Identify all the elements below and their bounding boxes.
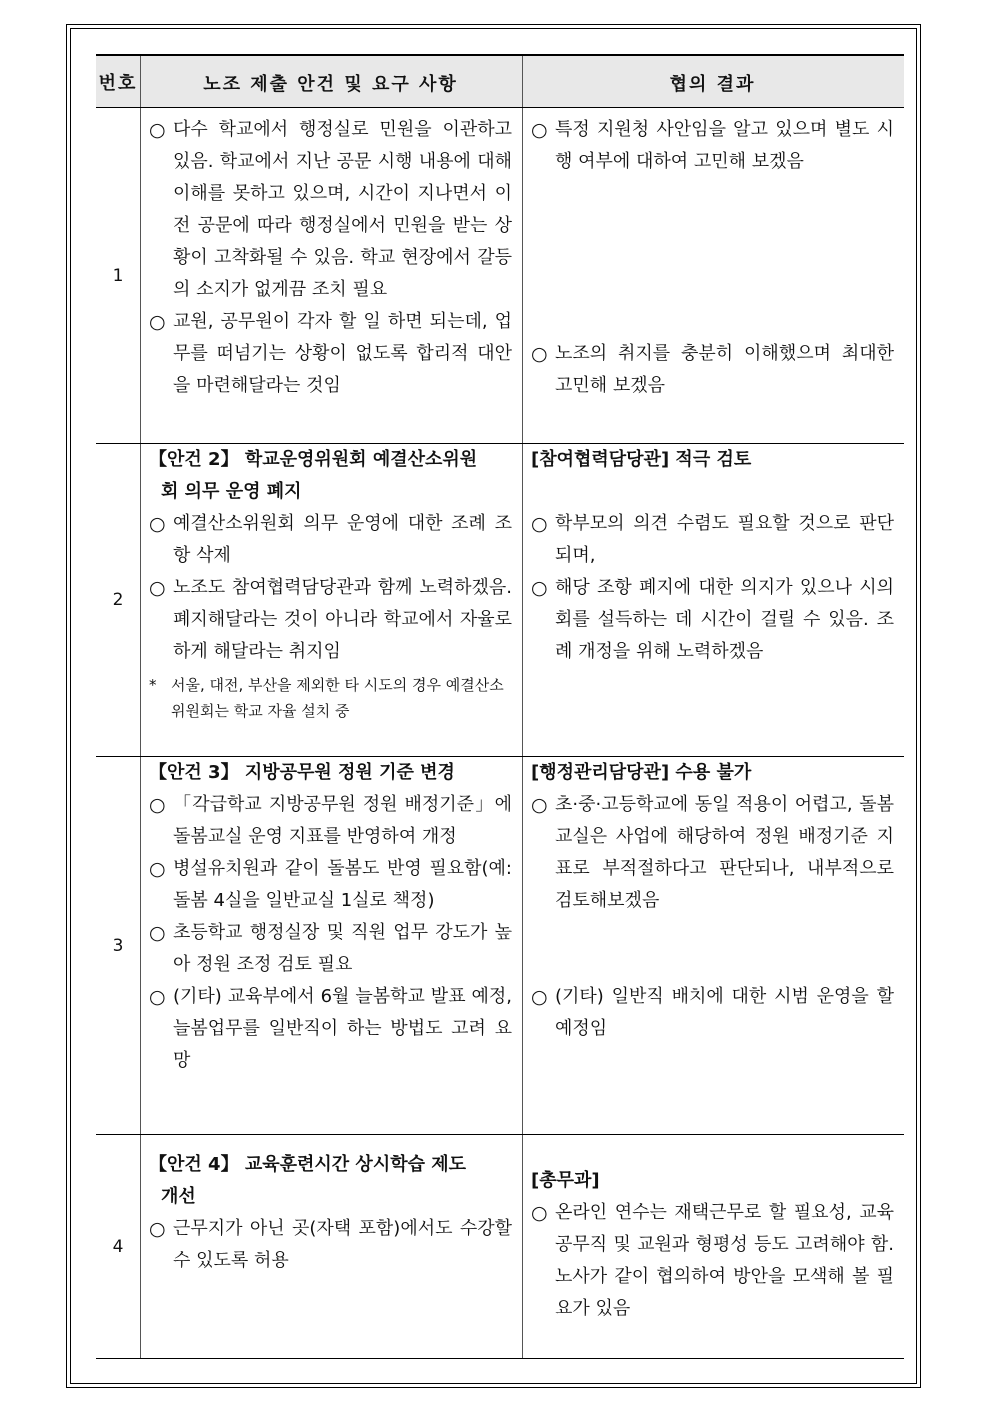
list-item: ○ 「각급학교 지방공무원 정원 배정기준」에 돌봄교실 운영 지표를 반영하여 개정 bbox=[149, 794, 512, 847]
table-row bbox=[96, 1135, 904, 1359]
table-header bbox=[96, 54, 904, 108]
list-item: ○ 노조의 취지를 충분히 이해했으며 최대한 고민해 보겠음 bbox=[531, 343, 894, 396]
row-number: 2 bbox=[96, 444, 141, 756]
note: * 서울, 대전, 부산을 제외한 타 시도의 경우 예결산소위원회는 학교 자율 설치 중 bbox=[149, 676, 504, 720]
list-item: ○ 해당 조항 폐지에 대한 의지가 있으나 시의회를 설득하는 데 시간이 걸릴 수 있음. 조례 개정을 위해 노력하겠음 bbox=[531, 577, 894, 662]
result-cell bbox=[523, 757, 904, 1134]
header-num: 번호 bbox=[96, 56, 141, 107]
agenda-title: 【안건 2】 학교운영위원회 예결산소위원 회 의무 운영 폐지 bbox=[149, 449, 478, 502]
row-number: 4 bbox=[96, 1135, 141, 1358]
request-cell bbox=[141, 757, 523, 1134]
table-row bbox=[96, 757, 904, 1135]
list-item: ○ 초·중·고등학교에 동일 적용이 어렵고, 돌봄교실은 사업에 해당하여 정원 배정기준 지표로 부적절하다고 판단되나, 내부적으로 검토해보겠음 bbox=[531, 794, 894, 911]
list-item: ○ 특정 지원청 사안임을 알고 있으며 별도 시행 여부에 대하여 고민해 보겠음 bbox=[531, 119, 894, 172]
row-number: 1 bbox=[96, 108, 141, 443]
list-item: ○ 교원, 공무원이 각자 할 일 하면 되는데, 업무를 떠넘기는 상황이 없도록 합리적 대안을 마련해달라는 것임 bbox=[149, 311, 512, 396]
row-number: 3 bbox=[96, 757, 141, 1134]
list-item: ○ 온라인 연수는 재택근무로 할 필요성, 교육공무직 및 교원과 형평성 등도 고려해야 함. 노사가 같이 협의하여 방안을 모색해 볼 필요가 있음 bbox=[531, 1202, 894, 1319]
result-cell bbox=[523, 108, 904, 443]
list-item: ○ 학부모의 의견 수렴도 필요할 것으로 판단되며, bbox=[531, 513, 894, 566]
list-item: ○ 다수 학교에서 행정실로 민원을 이관하고 있음. 학교에서 지난 공문 시행 내용에 대해 이해를 못하고 있으며, 시간이 지나면서 이전 공문에 따라 행정실에서 민원을 받는 상황이 고착화될 수 있음. 학교 현장에서 갈등의 소지가 없게끔 조치 필요 bbox=[149, 119, 512, 300]
list-item: ○ 초등학교 행정실장 및 직원 업무 강도가 높아 정원 조정 검토 필요 bbox=[149, 922, 512, 975]
list-item: ○ (기타) 일반직 배치에 대한 시범 운영을 할 예정임 bbox=[531, 986, 894, 1039]
department-title: [총무과] bbox=[531, 1170, 600, 1191]
header-result: 협의 결과 bbox=[669, 73, 756, 95]
result-cell bbox=[523, 444, 904, 756]
table-row bbox=[96, 108, 904, 444]
result-cell bbox=[523, 1135, 904, 1358]
department-title: [행정관리담당관] 수용 불가 bbox=[531, 762, 752, 783]
negotiation-table bbox=[96, 54, 904, 1359]
list-item: ○ 예결산소위원회 의무 운영에 대한 조례 조항 삭제 bbox=[149, 513, 512, 566]
header-request: 노조 제출 안건 및 요구 사항 bbox=[141, 56, 523, 107]
request-cell bbox=[141, 444, 523, 756]
list-item: ○ 병설유치원과 같이 돌봄도 반영 필요함(예: 돌봄 4실을 일반교실 1실로 책정) bbox=[149, 858, 512, 911]
list-item: ○ 노조도 참여협력담당관과 함께 노력하겠음. 폐지해달라는 것이 아니라 학교에서 자율로 하게 해달라는 취지임 bbox=[149, 577, 512, 662]
list-item: ○ (기타) 교육부에서 6월 늘봄학교 발표 예정, 늘봄업무를 일반직이 하는 방법도 고려 요망 bbox=[149, 986, 512, 1071]
list-item: ○ 근무지가 아닌 곳(자택 포함)에서도 수강할 수 있도록 허용 bbox=[149, 1218, 512, 1271]
request-cell bbox=[141, 1135, 523, 1358]
request-cell bbox=[141, 108, 523, 443]
table-row bbox=[96, 444, 904, 757]
department-title: [참여협력담당관] 적극 검토 bbox=[531, 449, 752, 470]
agenda-title: 【안건 3】 지방공무원 정원 기준 변경 bbox=[149, 762, 455, 783]
agenda-title: 【안건 4】 교육훈련시간 상시학습 제도 개선 bbox=[149, 1154, 467, 1207]
